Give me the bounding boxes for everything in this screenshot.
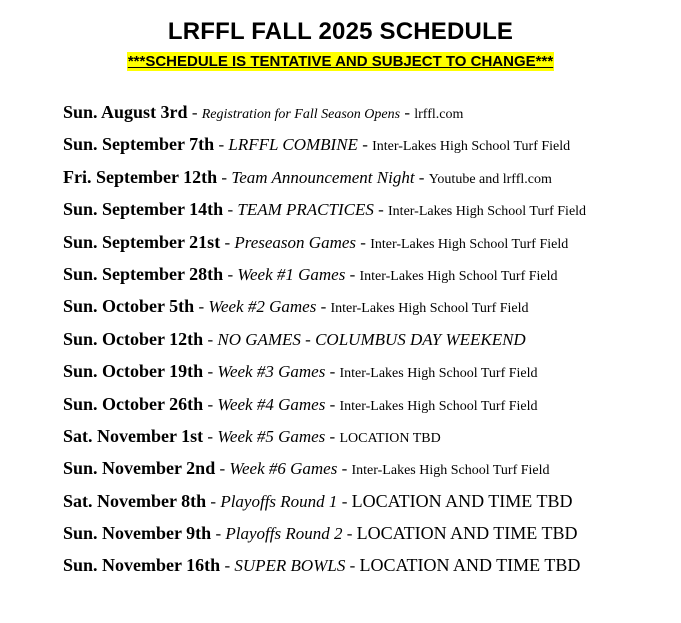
schedule-row — [63, 99, 673, 131]
separator: - — [220, 232, 235, 252]
event-name: TEAM PRACTICES — [237, 200, 374, 220]
schedule-row — [63, 358, 673, 390]
separator: - — [345, 556, 360, 576]
event-location: LOCATION TBD — [339, 430, 441, 446]
separator: - — [325, 394, 340, 414]
schedule-row — [63, 164, 673, 196]
schedule-row — [63, 423, 673, 455]
event-name: NO GAMES - COLUMBUS DAY WEEKEND — [217, 329, 526, 349]
separator: - — [223, 264, 238, 284]
event-location: Inter-Lakes High School Turf Field — [339, 398, 538, 414]
event-date: Sun. September 7th — [63, 134, 215, 155]
event-date: Sat. November 1st — [63, 425, 204, 446]
event-location: LOCATION AND TIME TBD — [351, 490, 573, 511]
event-location: LOCATION AND TIME TBD — [356, 523, 578, 544]
separator: - — [211, 524, 226, 544]
event-date: Sun. September 14th — [63, 199, 224, 220]
separator: - — [194, 297, 209, 317]
separator: - — [325, 426, 340, 446]
event-location: Inter-Lakes High School Turf Field — [370, 236, 569, 252]
event-date: Sun. November 16th — [63, 555, 221, 576]
event-name: LRFFL COMBINE — [228, 135, 358, 155]
event-name: SUPER BOWLS — [234, 556, 346, 576]
event-date: Sun. September 21st — [63, 231, 221, 252]
event-name: Week #4 Games — [217, 394, 326, 414]
separator: - — [337, 491, 352, 511]
separator: - — [203, 362, 218, 382]
event-location: Inter-Lakes High School Turf Field — [359, 268, 558, 284]
separator: - — [223, 200, 238, 220]
event-name: Preseason Games — [234, 232, 357, 252]
separator: - — [357, 135, 373, 155]
event-location: Inter-Lakes High School Turf Field — [351, 463, 550, 479]
event-date: Sun. November 2nd — [63, 458, 216, 479]
separator: - — [400, 103, 415, 122]
event-name: Playoffs Round 2 — [225, 524, 343, 544]
separator: - — [215, 459, 230, 479]
event-date: Sun. November 9th — [63, 523, 212, 544]
event-name: Registration for Fall Season Opens — [201, 107, 401, 122]
separator: - — [203, 426, 218, 446]
separator: - — [203, 329, 218, 349]
separator: - — [342, 524, 357, 544]
schedule-row — [63, 293, 673, 325]
separator: - — [203, 394, 218, 414]
separator: - — [356, 232, 371, 252]
notice-banner — [0, 52, 681, 71]
separator: - — [373, 200, 389, 220]
event-date: Sun. October 26th — [63, 393, 204, 414]
schedule-row — [63, 488, 673, 520]
separator: - — [316, 297, 331, 317]
event-date: Sun. September 28th — [63, 263, 224, 284]
schedule-list — [63, 99, 673, 585]
event-date: Sun. October 19th — [63, 361, 204, 382]
tentative-notice: ***SCHEDULE IS TENTATIVE AND SUBJECT TO CHANGE*** — [127, 53, 554, 70]
event-name: Playoffs Round 1 — [220, 491, 338, 511]
separator: - — [220, 556, 235, 576]
separator: - — [414, 167, 429, 187]
schedule-row — [63, 229, 673, 261]
schedule-row — [63, 131, 673, 163]
schedule-row — [63, 552, 673, 584]
event-date: Fri. September 12th — [63, 166, 218, 187]
event-name: Week #3 Games — [217, 362, 326, 382]
event-date: Sun. October 12th — [63, 328, 204, 349]
schedule-row — [63, 455, 673, 487]
event-name: Week #6 Games — [229, 459, 338, 479]
separator: - — [206, 491, 221, 511]
event-name: Week #5 Games — [217, 426, 326, 446]
separator: - — [345, 264, 360, 284]
event-date: Sun. October 5th — [63, 296, 195, 317]
event-location: lrffl.com — [414, 107, 464, 122]
schedule-row — [63, 326, 673, 358]
separator: - — [337, 459, 352, 479]
separator: - — [187, 103, 202, 122]
schedule-row — [63, 391, 673, 423]
event-location: Inter-Lakes High School Turf Field — [372, 139, 571, 155]
schedule-row — [63, 196, 673, 228]
separator: - — [214, 135, 229, 155]
event-location: Youtube and lrffl.com — [428, 171, 552, 187]
separator: - — [217, 167, 232, 187]
event-name: Team Announcement Night — [231, 167, 415, 187]
event-date: Sun. August 3rd — [63, 102, 188, 122]
event-location: Inter-Lakes High School Turf Field — [339, 366, 538, 382]
event-location: Inter-Lakes High School Turf Field — [330, 301, 529, 317]
page-title: LRFFL FALL 2025 SCHEDULE — [167, 18, 514, 45]
event-date: Sat. November 8th — [63, 490, 207, 511]
event-location: Inter-Lakes High School Turf Field — [388, 204, 587, 220]
event-location: LOCATION AND TIME TBD — [359, 555, 581, 576]
event-name: Week #1 Games — [237, 264, 346, 284]
schedule-row — [63, 261, 673, 293]
separator: - — [325, 362, 340, 382]
schedule-row — [63, 520, 673, 552]
event-name: Week #2 Games — [208, 297, 317, 317]
